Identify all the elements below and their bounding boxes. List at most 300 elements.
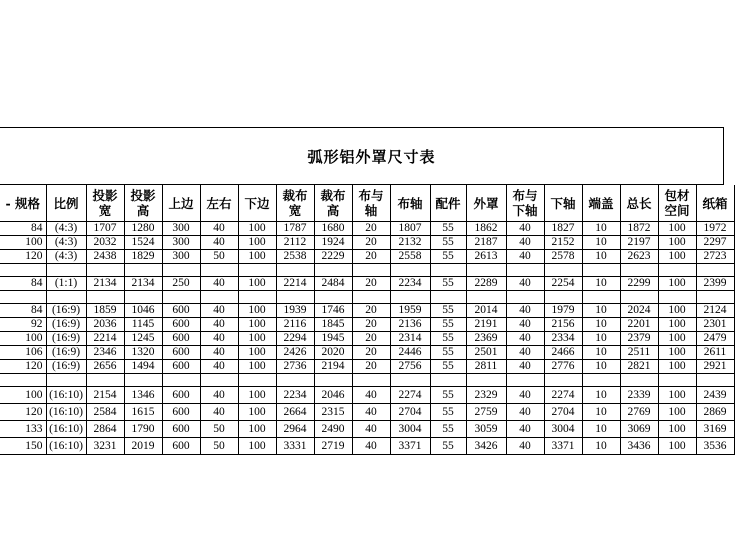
spacer-cell	[620, 264, 658, 277]
spacer-cell	[200, 264, 238, 277]
cell-packing_space: 100	[658, 421, 696, 438]
spacer-cell	[620, 374, 658, 387]
spreadsheet	[0, 127, 728, 455]
cell-packing_space: 100	[658, 404, 696, 421]
cell-top: 300	[162, 250, 200, 264]
cell-total_length: 3436	[620, 438, 658, 455]
cell-bottom: 100	[238, 222, 276, 236]
cell-left_right: 50	[200, 250, 238, 264]
cell-cover: 1862	[466, 222, 506, 236]
cell-carton: 2723	[696, 250, 734, 264]
table-row	[0, 332, 734, 346]
header-left_right: 左右	[200, 185, 238, 222]
cell-left_right: 50	[200, 421, 238, 438]
cell-fitting: 55	[430, 346, 466, 360]
spacer-cell	[696, 264, 734, 277]
cell-proj_h: 1046	[124, 304, 162, 318]
cell-size: 133	[0, 421, 46, 438]
spacer-cell	[582, 264, 620, 277]
cell-top: 600	[162, 360, 200, 374]
cell-bottom: 100	[238, 318, 276, 332]
cell-bottom: 100	[238, 438, 276, 455]
spacer-cell	[124, 291, 162, 304]
cell-fitting: 55	[430, 250, 466, 264]
spacer-cell	[276, 291, 314, 304]
spacer-cell	[506, 264, 544, 277]
spacer-cell	[162, 264, 200, 277]
cell-cloth_shaft: 2234	[390, 277, 430, 291]
cell-cloth_shaft: 2756	[390, 360, 430, 374]
spacer-cell	[466, 291, 506, 304]
cell-cloth_bottom_axis: 40	[506, 277, 544, 291]
spacer-cell	[506, 291, 544, 304]
cell-end_cap: 10	[582, 222, 620, 236]
cell-packing_space: 100	[658, 236, 696, 250]
cell-cloth_w: 1787	[276, 222, 314, 236]
cell-fitting: 55	[430, 438, 466, 455]
cell-left_right: 40	[200, 318, 238, 332]
cell-ratio: (16:10)	[46, 404, 86, 421]
cell-cloth_w: 2736	[276, 360, 314, 374]
cell-proj_w: 2584	[86, 404, 124, 421]
cell-cloth_w: 2234	[276, 387, 314, 404]
cell-packing_space: 100	[658, 438, 696, 455]
cell-end_cap: 10	[582, 277, 620, 291]
header-cloth_shaft: 布轴	[390, 185, 430, 222]
cell-proj_h: 1320	[124, 346, 162, 360]
cell-proj_w: 3231	[86, 438, 124, 455]
title-row	[0, 128, 724, 185]
cell-bottom_axis: 2156	[544, 318, 582, 332]
spacer-row	[0, 374, 734, 387]
cell-top: 600	[162, 438, 200, 455]
cell-bottom: 100	[238, 250, 276, 264]
spacer-cell	[390, 264, 430, 277]
spacer-cell	[352, 374, 390, 387]
header-cloth_axis: 布与 轴	[352, 185, 390, 222]
cell-size: 84	[0, 222, 46, 236]
cell-proj_w: 2346	[86, 346, 124, 360]
cell-proj_w: 1707	[86, 222, 124, 236]
spacer-cell	[466, 264, 506, 277]
cell-bottom: 100	[238, 277, 276, 291]
cell-proj_w: 2438	[86, 250, 124, 264]
header-bottom: 下边	[238, 185, 276, 222]
cell-proj_w: 2154	[86, 387, 124, 404]
cell-left_right: 40	[200, 360, 238, 374]
table-row	[0, 346, 734, 360]
cell-bottom: 100	[238, 236, 276, 250]
cell-total_length: 2379	[620, 332, 658, 346]
cell-end_cap: 10	[582, 360, 620, 374]
cell-fitting: 55	[430, 421, 466, 438]
cell-size: 120	[0, 250, 46, 264]
cell-proj_w: 2036	[86, 318, 124, 332]
header-cloth_w: 裁布 宽	[276, 185, 314, 222]
cell-cover: 2289	[466, 277, 506, 291]
cell-left_right: 50	[200, 438, 238, 455]
cell-bottom_axis: 2466	[544, 346, 582, 360]
spacer-cell	[162, 374, 200, 387]
cell-bottom: 100	[238, 387, 276, 404]
cell-total_length: 2299	[620, 277, 658, 291]
cell-cloth_axis: 20	[352, 222, 390, 236]
cell-cover: 2501	[466, 346, 506, 360]
cell-total_length: 1872	[620, 222, 658, 236]
cell-packing_space: 100	[658, 360, 696, 374]
cell-size: 92	[0, 318, 46, 332]
cell-cloth_bottom_axis: 40	[506, 236, 544, 250]
cell-size: 100	[0, 236, 46, 250]
cell-bottom_axis: 3371	[544, 438, 582, 455]
spacer-cell	[314, 374, 352, 387]
cell-bottom: 100	[238, 360, 276, 374]
cell-proj_w: 2032	[86, 236, 124, 250]
cell-cloth_bottom_axis: 40	[506, 250, 544, 264]
cell-cloth_bottom_axis: 40	[506, 318, 544, 332]
cell-proj_h: 1790	[124, 421, 162, 438]
header-carton: 纸箱	[696, 185, 734, 222]
cell-cloth_w: 2538	[276, 250, 314, 264]
spacer-cell	[544, 374, 582, 387]
cell-top: 600	[162, 332, 200, 346]
cell-cloth_w: 2214	[276, 277, 314, 291]
cell-cloth_axis: 20	[352, 236, 390, 250]
header-bottom_axis: 下轴	[544, 185, 582, 222]
cell-cloth_bottom_axis: 40	[506, 421, 544, 438]
cell-cloth_axis: 20	[352, 360, 390, 374]
cell-cover: 3059	[466, 421, 506, 438]
cell-proj_h: 1245	[124, 332, 162, 346]
spacer-cell	[390, 291, 430, 304]
cell-bottom: 100	[238, 304, 276, 318]
spacer-cell	[46, 374, 86, 387]
cell-cloth_h: 2229	[314, 250, 352, 264]
header-row	[0, 185, 734, 222]
cell-ratio: (16:10)	[46, 387, 86, 404]
cell-proj_h: 1615	[124, 404, 162, 421]
spacer-cell	[314, 264, 352, 277]
spacer-cell	[544, 264, 582, 277]
cell-cloth_h: 1746	[314, 304, 352, 318]
cell-cloth_w: 2116	[276, 318, 314, 332]
cell-cover: 2613	[466, 250, 506, 264]
cell-size: 120	[0, 360, 46, 374]
cell-cloth_bottom_axis: 40	[506, 404, 544, 421]
cell-packing_space: 100	[658, 346, 696, 360]
header-packing_space: 包材 空间	[658, 185, 696, 222]
spacer-cell	[544, 291, 582, 304]
cell-top: 300	[162, 236, 200, 250]
cell-end_cap: 10	[582, 304, 620, 318]
spacer-cell	[582, 374, 620, 387]
cell-cloth_h: 2490	[314, 421, 352, 438]
cell-top: 300	[162, 222, 200, 236]
spacer-cell	[582, 291, 620, 304]
cell-bottom_axis: 2776	[544, 360, 582, 374]
cell-end_cap: 10	[582, 438, 620, 455]
cell-carton: 2297	[696, 236, 734, 250]
cell-top: 600	[162, 304, 200, 318]
cell-carton: 3169	[696, 421, 734, 438]
cell-bottom_axis: 2254	[544, 277, 582, 291]
cell-cloth_h: 1845	[314, 318, 352, 332]
spacer-cell	[696, 291, 734, 304]
cell-bottom_axis: 1979	[544, 304, 582, 318]
cell-left_right: 40	[200, 277, 238, 291]
cell-cloth_bottom_axis: 40	[506, 360, 544, 374]
cell-cloth_w: 3331	[276, 438, 314, 455]
cell-left_right: 40	[200, 332, 238, 346]
cell-cloth_w: 2664	[276, 404, 314, 421]
spacer-cell	[0, 374, 46, 387]
cell-cover: 2187	[466, 236, 506, 250]
cell-cloth_h: 2719	[314, 438, 352, 455]
cell-cloth_shaft: 2136	[390, 318, 430, 332]
cell-carton: 2301	[696, 318, 734, 332]
table-row	[0, 421, 734, 438]
cell-ratio: (16:10)	[46, 438, 86, 455]
cell-bottom_axis: 2152	[544, 236, 582, 250]
cell-carton: 3536	[696, 438, 734, 455]
cell-cloth_shaft: 1807	[390, 222, 430, 236]
cell-cloth_bottom_axis: 40	[506, 332, 544, 346]
spacer-cell	[0, 291, 46, 304]
cell-carton: 2869	[696, 404, 734, 421]
spacer-cell	[276, 264, 314, 277]
table-row	[0, 360, 734, 374]
cell-bottom_axis: 2334	[544, 332, 582, 346]
cell-cloth_h: 2484	[314, 277, 352, 291]
cell-ratio: (16:9)	[46, 332, 86, 346]
cell-end_cap: 10	[582, 250, 620, 264]
header-proj_w: 投影 宽	[86, 185, 124, 222]
spacer-cell	[0, 264, 46, 277]
cell-ratio: (4:3)	[46, 222, 86, 236]
cell-proj_h: 1494	[124, 360, 162, 374]
spacer-cell	[430, 291, 466, 304]
cell-top: 600	[162, 318, 200, 332]
cell-ratio: (16:9)	[46, 346, 86, 360]
cell-fitting: 55	[430, 236, 466, 250]
cell-cloth_shaft: 2704	[390, 404, 430, 421]
cell-left_right: 40	[200, 236, 238, 250]
cell-size: 100	[0, 387, 46, 404]
cell-cloth_h: 2046	[314, 387, 352, 404]
header-cloth_h: 裁布 高	[314, 185, 352, 222]
spacer-cell	[238, 264, 276, 277]
spacer-cell	[46, 264, 86, 277]
cell-total_length: 2339	[620, 387, 658, 404]
cell-size: 100	[0, 332, 46, 346]
cell-ratio: (16:10)	[46, 421, 86, 438]
cell-cloth_axis: 20	[352, 277, 390, 291]
cell-end_cap: 10	[582, 421, 620, 438]
table-row	[0, 438, 734, 455]
table-row	[0, 250, 734, 264]
cell-cover: 3426	[466, 438, 506, 455]
cell-total_length: 2821	[620, 360, 658, 374]
cell-cloth_axis: 20	[352, 304, 390, 318]
cell-end_cap: 10	[582, 318, 620, 332]
cell-cover: 2811	[466, 360, 506, 374]
cell-bottom: 100	[238, 421, 276, 438]
cell-bottom_axis: 2578	[544, 250, 582, 264]
spacer-cell	[238, 374, 276, 387]
cell-size: 106	[0, 346, 46, 360]
cell-cloth_bottom_axis: 40	[506, 438, 544, 455]
cell-total_length: 2511	[620, 346, 658, 360]
cell-top: 600	[162, 387, 200, 404]
cell-cloth_axis: 40	[352, 404, 390, 421]
cell-size: 120	[0, 404, 46, 421]
header-end_cap: 端盖	[582, 185, 620, 222]
cell-total_length: 2623	[620, 250, 658, 264]
cell-cloth_shaft: 2274	[390, 387, 430, 404]
cell-cloth_axis: 20	[352, 250, 390, 264]
spacer-cell	[466, 374, 506, 387]
cell-fitting: 55	[430, 277, 466, 291]
cell-fitting: 55	[430, 332, 466, 346]
spacer-cell	[430, 264, 466, 277]
cell-total_length: 2024	[620, 304, 658, 318]
cell-proj_h: 2134	[124, 277, 162, 291]
cell-end_cap: 10	[582, 387, 620, 404]
cell-fitting: 55	[430, 222, 466, 236]
cell-cover: 2014	[466, 304, 506, 318]
cell-cloth_h: 2020	[314, 346, 352, 360]
cell-cloth_axis: 40	[352, 421, 390, 438]
table-row	[0, 236, 734, 250]
cell-fitting: 55	[430, 304, 466, 318]
cell-top: 250	[162, 277, 200, 291]
cell-cloth_bottom_axis: 40	[506, 304, 544, 318]
cell-proj_h: 1524	[124, 236, 162, 250]
cell-end_cap: 10	[582, 404, 620, 421]
cell-carton: 2479	[696, 332, 734, 346]
spacer-cell	[86, 264, 124, 277]
cell-total_length: 2769	[620, 404, 658, 421]
cell-proj_w: 2656	[86, 360, 124, 374]
spacer-cell	[314, 291, 352, 304]
cell-cloth_bottom_axis: 40	[506, 387, 544, 404]
cell-left_right: 40	[200, 404, 238, 421]
cell-cloth_bottom_axis: 40	[506, 346, 544, 360]
cell-cloth_shaft: 2314	[390, 332, 430, 346]
cell-end_cap: 10	[582, 332, 620, 346]
cell-bottom: 100	[238, 346, 276, 360]
cell-size: 84	[0, 277, 46, 291]
header-cloth_bottom_axis: 布与 下轴	[506, 185, 544, 222]
table-row	[0, 222, 734, 236]
spacer-cell	[352, 264, 390, 277]
cell-cloth_shaft: 3371	[390, 438, 430, 455]
header-proj_h: 投影 高	[124, 185, 162, 222]
cell-cloth_h: 2194	[314, 360, 352, 374]
header-size: - 规格	[0, 185, 46, 222]
cell-packing_space: 100	[658, 332, 696, 346]
cell-carton: 2399	[696, 277, 734, 291]
cell-cloth_axis: 20	[352, 332, 390, 346]
cell-bottom_axis: 1827	[544, 222, 582, 236]
cell-carton: 2439	[696, 387, 734, 404]
cell-cloth_w: 2964	[276, 421, 314, 438]
cell-total_length: 2197	[620, 236, 658, 250]
header-ratio: 比例	[46, 185, 86, 222]
cell-proj_w: 2214	[86, 332, 124, 346]
cell-ratio: (16:9)	[46, 304, 86, 318]
cell-cloth_shaft: 2446	[390, 346, 430, 360]
header-total_length: 总长	[620, 185, 658, 222]
spacer-cell	[506, 374, 544, 387]
cell-ratio: (4:3)	[46, 250, 86, 264]
cell-packing_space: 100	[658, 387, 696, 404]
spacer-cell	[276, 374, 314, 387]
cell-cloth_w: 2112	[276, 236, 314, 250]
cell-proj_h: 1346	[124, 387, 162, 404]
cell-packing_space: 100	[658, 277, 696, 291]
spacer-cell	[162, 291, 200, 304]
cell-proj_h: 1829	[124, 250, 162, 264]
cell-packing_space: 100	[658, 304, 696, 318]
cell-cover: 2329	[466, 387, 506, 404]
header-fitting: 配件	[430, 185, 466, 222]
table-row	[0, 277, 734, 291]
spacer-cell	[238, 291, 276, 304]
cell-cloth_w: 2426	[276, 346, 314, 360]
spacer-cell	[658, 264, 696, 277]
cell-left_right: 40	[200, 346, 238, 360]
cell-proj_h: 1145	[124, 318, 162, 332]
cell-bottom_axis: 2274	[544, 387, 582, 404]
spacer-row	[0, 264, 734, 277]
table-row	[0, 387, 734, 404]
spacer-cell	[390, 374, 430, 387]
table-row	[0, 304, 734, 318]
cell-carton: 2124	[696, 304, 734, 318]
cell-proj_w: 1859	[86, 304, 124, 318]
cell-fitting: 55	[430, 360, 466, 374]
cell-proj_w: 2134	[86, 277, 124, 291]
size-table	[0, 185, 735, 455]
spacer-cell	[658, 374, 696, 387]
spacer-cell	[658, 291, 696, 304]
cell-cloth_axis: 40	[352, 438, 390, 455]
cell-cloth_shaft: 1959	[390, 304, 430, 318]
cell-left_right: 40	[200, 387, 238, 404]
cell-cover: 2759	[466, 404, 506, 421]
cell-cloth_axis: 20	[352, 346, 390, 360]
cell-size: 84	[0, 304, 46, 318]
cell-cloth_axis: 40	[352, 387, 390, 404]
cell-bottom: 100	[238, 404, 276, 421]
cell-fitting: 55	[430, 387, 466, 404]
cell-ratio: (16:9)	[46, 360, 86, 374]
spacer-cell	[86, 291, 124, 304]
spacer-row	[0, 291, 734, 304]
cell-cloth_h: 1924	[314, 236, 352, 250]
table-row	[0, 404, 734, 421]
cell-top: 600	[162, 421, 200, 438]
cell-fitting: 55	[430, 404, 466, 421]
cell-ratio: (1:1)	[46, 277, 86, 291]
cell-cloth_h: 2315	[314, 404, 352, 421]
cell-ratio: (4:3)	[46, 236, 86, 250]
cell-bottom: 100	[238, 332, 276, 346]
header-cover: 外罩	[466, 185, 506, 222]
cell-cover: 2191	[466, 318, 506, 332]
spacer-cell	[124, 374, 162, 387]
